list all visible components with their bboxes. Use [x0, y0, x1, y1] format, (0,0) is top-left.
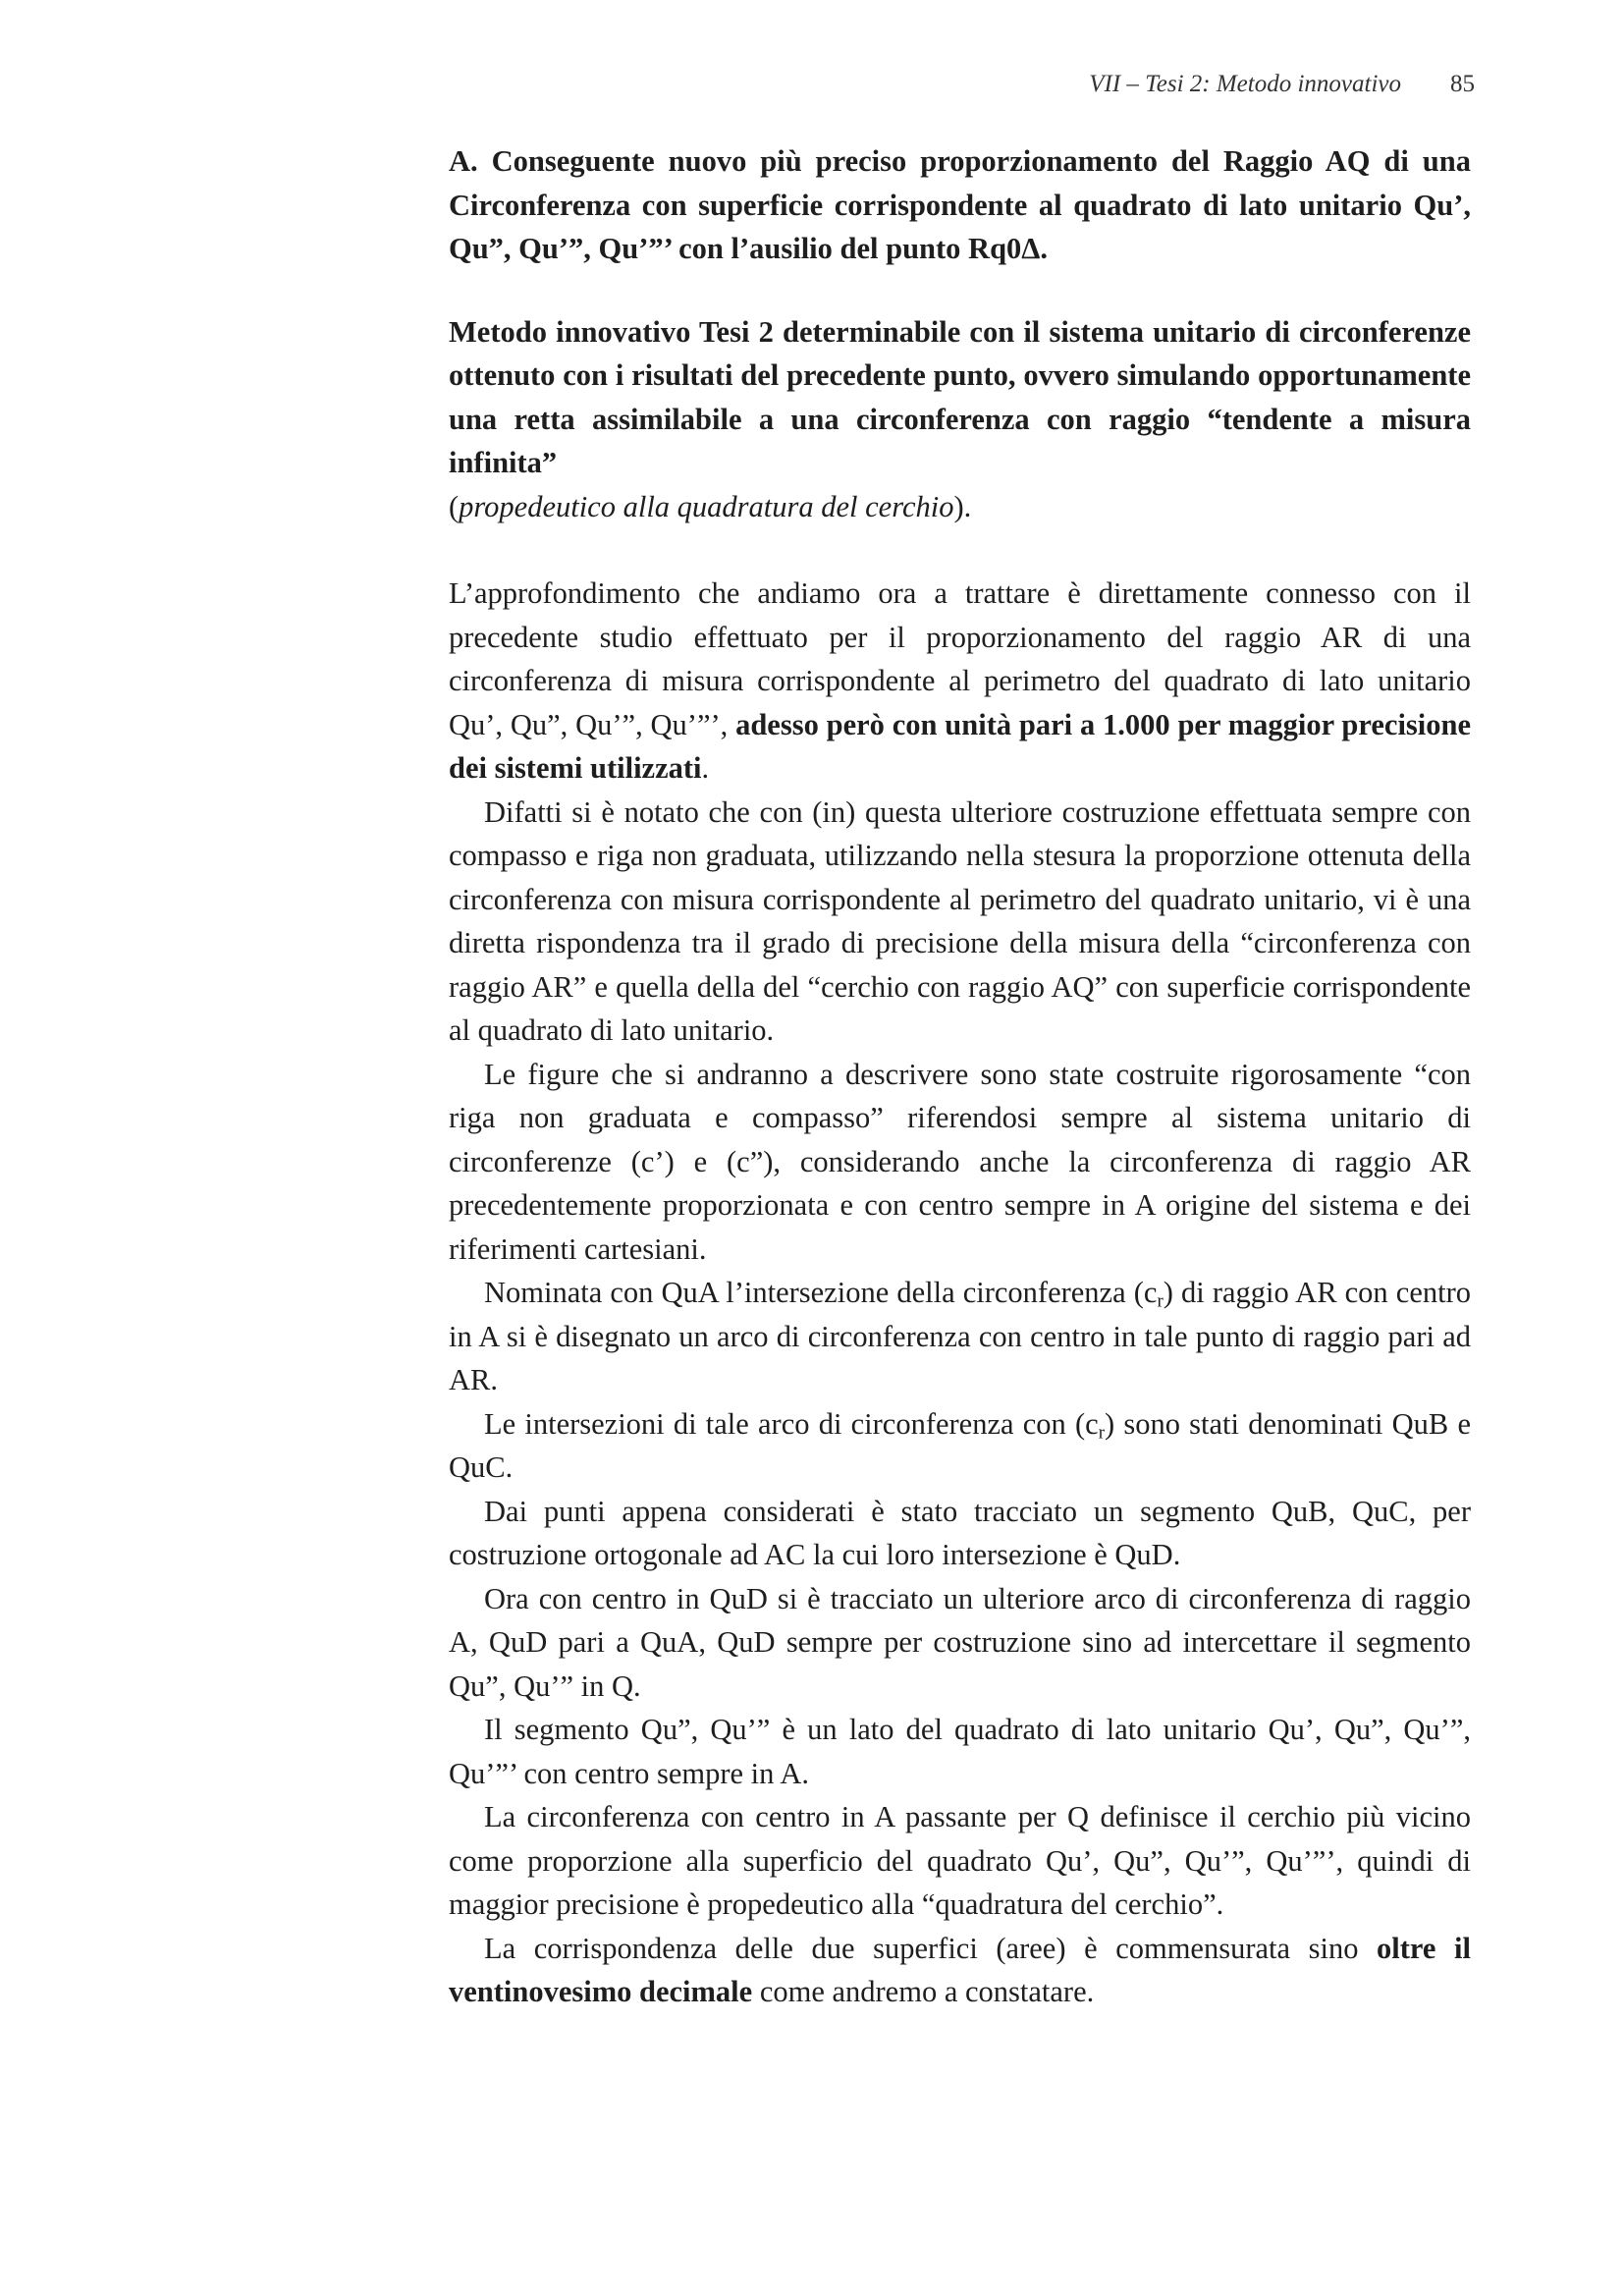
- paragraph-5-after: ) sono stati denominati QuB e QuC.: [449, 1406, 1471, 1484]
- paragraph-7: Ora con centro in QuD si è tracciato un ulteriore arco di circonferenza di raggio A, QuD pari a QuA, QuD sempre per costruzione sino ad intercettare il segmento Qu”, Qu’” in Q.: [449, 1581, 1471, 1703]
- paragraph-4-before: Nominata con QuA l’intersezione della circonferenza (c: [484, 1276, 1158, 1309]
- paragraph-2: Difatti si è notato che con (in) questa ulteriore costruzione effettuata sempre con compasso e riga non graduata, utilizzando nella stesura la proporzione ottenuta della circonferenza con misura corrispondente al perimetro del quadrato unitario, vi è una diretta rispondenza tra il grado di precisione della misura della “circonferenza con raggio AR” e quella della del “cerchio con raggio AQ” con superficie corrispondente al quadrato di lato unitario.: [449, 794, 1471, 1047]
- paragraph-1-end: .: [701, 751, 710, 785]
- section-title: A. Conseguente nuovo più preciso proporzionamento del Raggio AQ di una Circonferenza con superficie corrispondente al quadrato di lato unitario Qu’, Qu”, Qu’”, Qu’”’ con l’ausilio del punto Rq0Δ.: [449, 144, 1471, 265]
- section-subnote: [449, 485, 1471, 529]
- paragraph-10-bold: oltre il ventinovesimo decimale: [449, 1931, 1471, 2008]
- subnote-open: (: [449, 489, 460, 523]
- paragraph-1-bold: adesso però con unità pari a 1.000 per maggior precisione dei sistemi utilizzati: [449, 707, 1472, 785]
- section-subtitle: Metodo innovativo Tesi 2 determinabile con il sistema unitario di circonferenze ottenuto con i risultati del precedente punto, ovvero simulando opportunamente una retta assimilabile a una circonferenza con raggio “tendente a misura infinita”: [449, 314, 1471, 479]
- paragraph-1: [449, 572, 1471, 791]
- paragraph-3: Le figure che si andranno a descrivere sono state costruite rigorosamente “con riga non graduata e compasso” riferendosi sempre al sistema unitario di circonferenze (c’) e (c”), considerando anche la circonferenza di raggio AR precedentemente proporzionata e con centro sempre in A origine del sistema e dei riferimenti cartesiani.: [449, 1057, 1471, 1266]
- paragraph-6: Dai punti appena considerati è stato tracciato un segmento QuB, QuC, per costruzione ortogonale ad AC la cui loro intersezione è QuD.: [449, 1494, 1471, 1571]
- paragraph-10-before: La corrispondenza delle due superfici (aree) è commensurata sino: [484, 1931, 1378, 1965]
- paragraph-4: [449, 1271, 1471, 1402]
- paragraph-5-before: Le intersezioni di tale arco di circonferenza con (c: [484, 1406, 1099, 1441]
- paragraph-5: [449, 1402, 1471, 1490]
- paragraph-10: [449, 1927, 1471, 2014]
- subnote-text: propedeutico alla quadratura del cerchio: [459, 489, 954, 523]
- paragraph-4-subscript: r: [1157, 1290, 1164, 1312]
- paragraph-8: Il segmento Qu”, Qu’” è un lato del quadrato di lato unitario Qu’, Qu”, Qu’”, Qu’”’ con centro sempre in A.: [449, 1713, 1471, 1790]
- paragraph-4-after: ) di raggio AR con centro in A si è disegnato un arco di circonferenza con centro in tale punto di raggio pari ad AR.: [449, 1276, 1471, 1396]
- paragraph-1-text: L’approfondimento che andiamo ora a trattare è direttamente connesso con il precedente studio effettuato per il proporzionamento del raggio AR di una circonferenza di misura corrispondente al perimetro del quadrato di lato unitario Qu’, Qu”, Qu’”, Qu’”’,: [449, 576, 1471, 741]
- page-number: 85: [1450, 71, 1475, 97]
- running-title: VII – Tesi 2: Metodo innovativo: [1089, 71, 1401, 97]
- running-header: [1089, 71, 1475, 98]
- body-text: [449, 139, 1471, 2014]
- paragraph-9: La circonferenza con centro in A passante per Q definisce il cerchio più vicino come proporzione alla superficio del quadrato Qu’, Qu”, Qu’”, Qu’”’, quindi di maggior precisione è propedeutico alla “quadratura del cerchio”.: [449, 1800, 1471, 1921]
- subnote-close: ).: [953, 489, 972, 523]
- paragraph-10-after: come andremo a constatare.: [752, 1975, 1095, 2008]
- paragraph-5-subscript: r: [1098, 1422, 1105, 1444]
